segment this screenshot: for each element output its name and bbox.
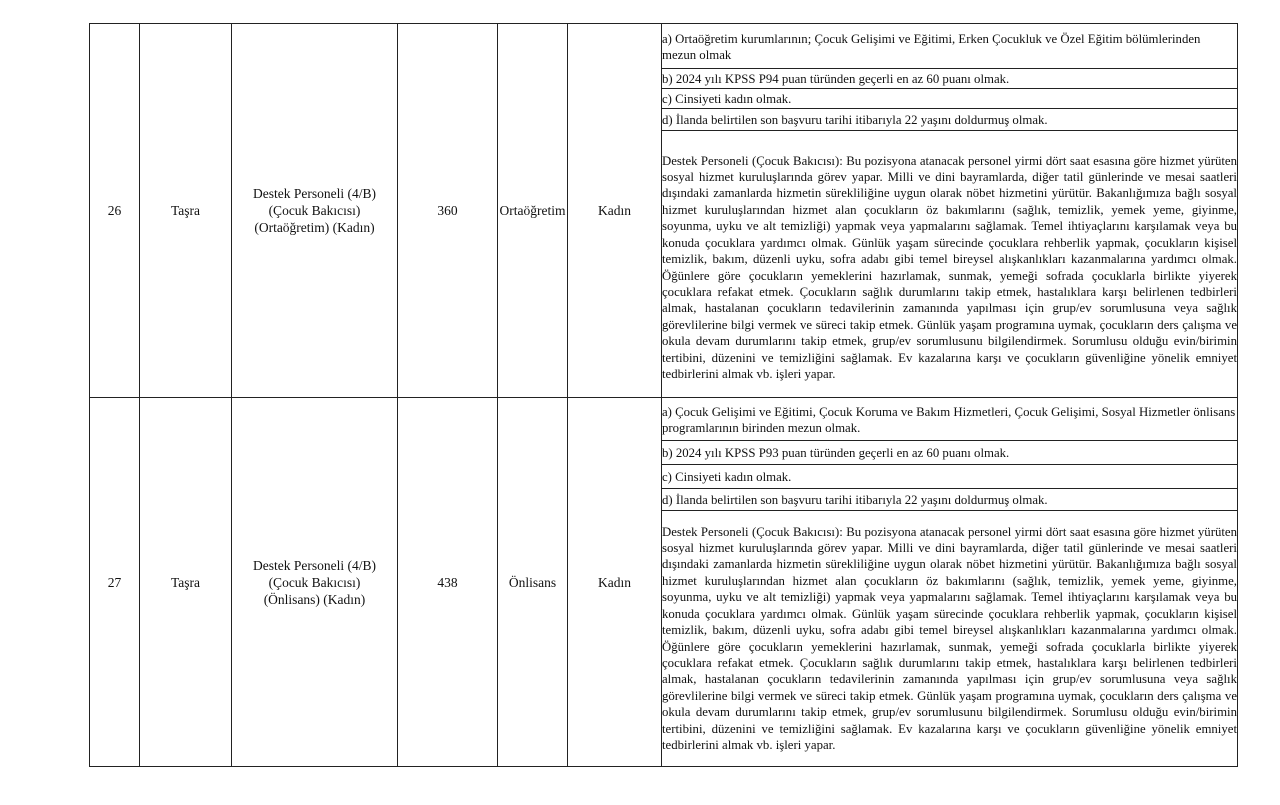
table-row	[90, 24, 1238, 69]
row-location: Taşra	[140, 24, 232, 398]
criterion-b: b) 2024 yılı KPSS P93 puan türünden geçerli en az 60 puanı olmak.	[662, 441, 1238, 465]
criterion-a: a) Çocuk Gelişimi ve Eğitimi, Çocuk Koruma ve Bakım Hizmetleri, Çocuk Gelişimi, Sosyal Hizmetler önlisans programlarının birinden mezun olmak.	[662, 398, 1238, 441]
job-description: Destek Personeli (Çocuk Bakıcısı): Bu pozisyona atanacak personel yirmi dört saat esasına göre hizmet yürüten sosyal hizmet kuruluşlarında görev yapar. Milli ve dini bayramlarda, diğer tatil günlerinde ve mesai saatleri dışındaki zamanlarda hizmetin sürekliliğine uygun olarak nöbet hizmetini yürütür. Bakanlığımıza bağlı sosyal hizmet kuruluşlarından hizmet alan çocukların öz bakımlarını (sağlık, temizlik, yemek yeme, giyinme, soyunma, uyku ve alt temizliği) yapmak veya yapmalarını sağlamak. Temel ihtiyaçlarını karşılamak veya bu konuda çocuklara yardımcı olmak. Günlük yaşam sürecinde çocuklara rehberlik yapmak, çocukların kişisel temizlik, bakım, düzenli uyku, sofra adabı gibi temel bireysel alışkanlıkları kazanmalarına yardımcı olmak. Öğünlere göre çocukların yemeklerini hazırlamak, sunmak, yemeği sofrada çocuklarla birlikte yiyerek çocuklara refakat etmek. Çocukların sağlık durumlarını takip etmek, hastalıklara karşı belirlenen tedbirleri almak, hastalanan çocukların tedavilerinin zamanında yapılması için grup/ev sorumlusuna veya sağlık görevlilerine bilgi vermek ve süreci takip etmek. Günlük yaşam programına uymak, çocukların ders çalışma ve okula devam durumlarını takip etmek, grup/ev sorumlusunu bilgilendirmek. Sorumlusu olduğu evin/birimin tertibini, düzenini ve temizliğini sağlamak. Ev kazalarına karşı ve çocukların güvenliğine yönelik emniyet tedbirlerini almak vb. işleri yapar.	[662, 131, 1238, 398]
criterion-b: b) 2024 yılı KPSS P94 puan türünden geçerli en az 60 puanı olmak.	[662, 69, 1238, 89]
criterion-c: c) Cinsiyeti kadın olmak.	[662, 89, 1238, 109]
row-quota: 438	[398, 398, 498, 767]
row-education-level: Ortaöğretim	[498, 24, 568, 398]
positions-table	[89, 23, 1238, 767]
criterion-d: d) İlanda belirtilen son başvuru tarihi itibarıyla 22 yaşını doldurmuş olmak.	[662, 489, 1238, 511]
row-location: Taşra	[140, 398, 232, 767]
criterion-d: d) İlanda belirtilen son başvuru tarihi itibarıyla 22 yaşını doldurmuş olmak.	[662, 109, 1238, 131]
row-number: 26	[90, 24, 140, 398]
job-description: Destek Personeli (Çocuk Bakıcısı): Bu pozisyona atanacak personel yirmi dört saat esasına göre hizmet yürüten sosyal hizmet kuruluşlarında görev yapar. Milli ve dini bayramlarda, diğer tatil günlerinde ve mesai saatleri dışındaki zamanlarda hizmetin sürekliliğine uygun olarak nöbet hizmetini yürütür. Bakanlığımıza bağlı sosyal hizmet kuruluşlarından hizmet alan çocukların öz bakımlarını (sağlık, temizlik, yemek yeme, giyinme, soyunma, uyku ve alt temizliği) yapmak veya yapmalarını sağlamak. Temel ihtiyaçlarını karşılamak veya bu konuda çocuklara yardımcı olmak. Günlük yaşam sürecinde çocuklara rehberlik yapmak, çocukların kişisel temizlik, bakım, düzenli uyku, sofra adabı gibi temel bireysel alışkanlıkları kazanmalarına yardımcı olmak. Öğünlere göre çocukların yemeklerini hazırlamak, sunmak, yemeği sofrada çocuklarla birlikte yiyerek çocuklara refakat etmek. Çocukların sağlık durumlarını takip etmek, hastalıklara karşı belirlenen tedbirleri almak, hastalanan çocukların tedavilerinin zamanında yapılması için grup/ev sorumlusuna veya sağlık görevlilerine bilgi vermek ve süreci takip etmek. Günlük yaşam programına uymak, çocukların ders çalışma ve okula devam durumlarını takip etmek, grup/ev sorumlusunu bilgilendirmek. Sorumlusu olduğu evin/birimin tertibini, düzenini ve temizliğini sağlamak. Ev kazalarına karşı ve çocukların güvenliğine yönelik emniyet tedbirlerini almak vb. işleri yapar.	[662, 511, 1238, 767]
row-position-title: Destek Personeli (4/B) (Çocuk Bakıcısı) (Önlisans) (Kadın)	[232, 398, 398, 767]
row-gender: Kadın	[568, 398, 662, 767]
row-quota: 360	[398, 24, 498, 398]
row-gender: Kadın	[568, 24, 662, 398]
row-position-title: Destek Personeli (4/B) (Çocuk Bakıcısı) (Ortaöğretim) (Kadın)	[232, 24, 398, 398]
row-number: 27	[90, 398, 140, 767]
table-row	[90, 398, 1238, 441]
row-education-level: Önlisans	[498, 398, 568, 767]
criterion-a: a) Ortaöğretim kurumlarının; Çocuk Gelişimi ve Eğitimi, Erken Çocukluk ve Özel Eğitim bölümlerinden mezun olmak	[662, 24, 1238, 69]
criterion-c: c) Cinsiyeti kadın olmak.	[662, 465, 1238, 489]
